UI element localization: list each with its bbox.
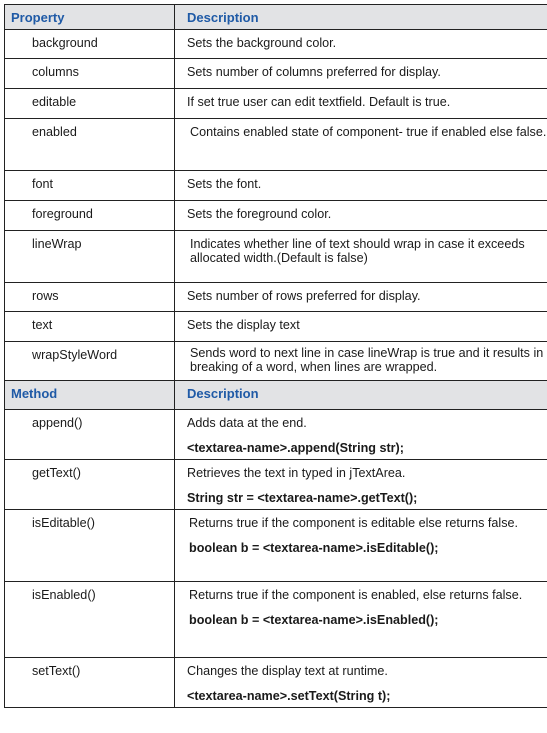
property-description: Sets the foreground color. — [175, 201, 547, 231]
method-name: setText() — [5, 658, 175, 708]
property-description: Sets the font. — [175, 171, 547, 201]
method-description — [175, 582, 547, 658]
property-description: If set true user can edit textfield. Default is true. — [175, 89, 547, 119]
table-row — [5, 342, 547, 381]
method-name: getText() — [5, 460, 175, 510]
table-row — [5, 171, 547, 201]
table-row — [5, 89, 547, 119]
property-name: font — [5, 171, 175, 201]
table-row — [5, 658, 547, 708]
jtextarea-reference-table — [4, 4, 547, 708]
table-row — [5, 30, 547, 59]
table-row — [5, 510, 547, 582]
property-name: foreground — [5, 201, 175, 231]
method-code: <textarea-name>.append(String str); — [187, 441, 404, 455]
table-row — [5, 283, 547, 312]
property-description: Contains enabled state of component- true if enabled else false. — [175, 119, 547, 171]
property-name: text — [5, 312, 175, 342]
method-code: boolean b = <textarea-name>.isEditable(); — [189, 541, 439, 555]
property-name: wrapStyleWord — [5, 342, 175, 381]
method-code: boolean b = <textarea-name>.isEnabled(); — [189, 613, 439, 627]
method-header-row — [5, 381, 547, 410]
property-name: columns — [5, 59, 175, 89]
method-code: <textarea-name>.setText(String t); — [187, 689, 391, 703]
method-description — [175, 460, 547, 510]
property-description: Sets the display text — [175, 312, 547, 342]
property-header-row — [5, 5, 547, 30]
method-description — [175, 410, 547, 460]
property-name: enabled — [5, 119, 175, 171]
table-row — [5, 582, 547, 658]
description-header: Description — [175, 381, 547, 410]
property-name: editable — [5, 89, 175, 119]
method-summary: Retrieves the text in typed in jTextArea. — [187, 466, 406, 480]
table-row — [5, 119, 547, 171]
property-name: lineWrap — [5, 231, 175, 283]
table-row — [5, 59, 547, 89]
method-summary: Adds data at the end. — [187, 416, 307, 430]
method-header: Method — [5, 381, 175, 410]
table-row — [5, 460, 547, 510]
property-description: Sets number of columns preferred for display. — [175, 59, 547, 89]
method-name: append() — [5, 410, 175, 460]
table-row — [5, 201, 547, 231]
property-name: background — [5, 30, 175, 59]
property-description: Sets the background color. — [175, 30, 547, 59]
table-row — [5, 410, 547, 460]
method-name: isEditable() — [5, 510, 175, 582]
method-description — [175, 658, 547, 708]
property-header: Property — [5, 5, 175, 30]
method-code: String str = <textarea-name>.getText(); — [187, 491, 418, 505]
property-description: Sets number of rows preferred for display. — [175, 283, 547, 312]
method-summary: Returns true if the component is enabled, else returns false. — [189, 588, 523, 602]
property-description: Sends word to next line in case lineWrap is true and it results in breaking of a word, when lines are wrapped. — [175, 342, 547, 381]
method-name: isEnabled() — [5, 582, 175, 658]
table-row — [5, 312, 547, 342]
property-description: Indicates whether line of text should wrap in case it exceeds allocated width.(Default is false) — [175, 231, 547, 283]
description-header: Description — [175, 5, 547, 30]
method-summary: Changes the display text at runtime. — [187, 664, 388, 678]
table-row — [5, 231, 547, 283]
method-summary: Returns true if the component is editable else returns false. — [189, 516, 519, 530]
method-description — [175, 510, 547, 582]
property-name: rows — [5, 283, 175, 312]
